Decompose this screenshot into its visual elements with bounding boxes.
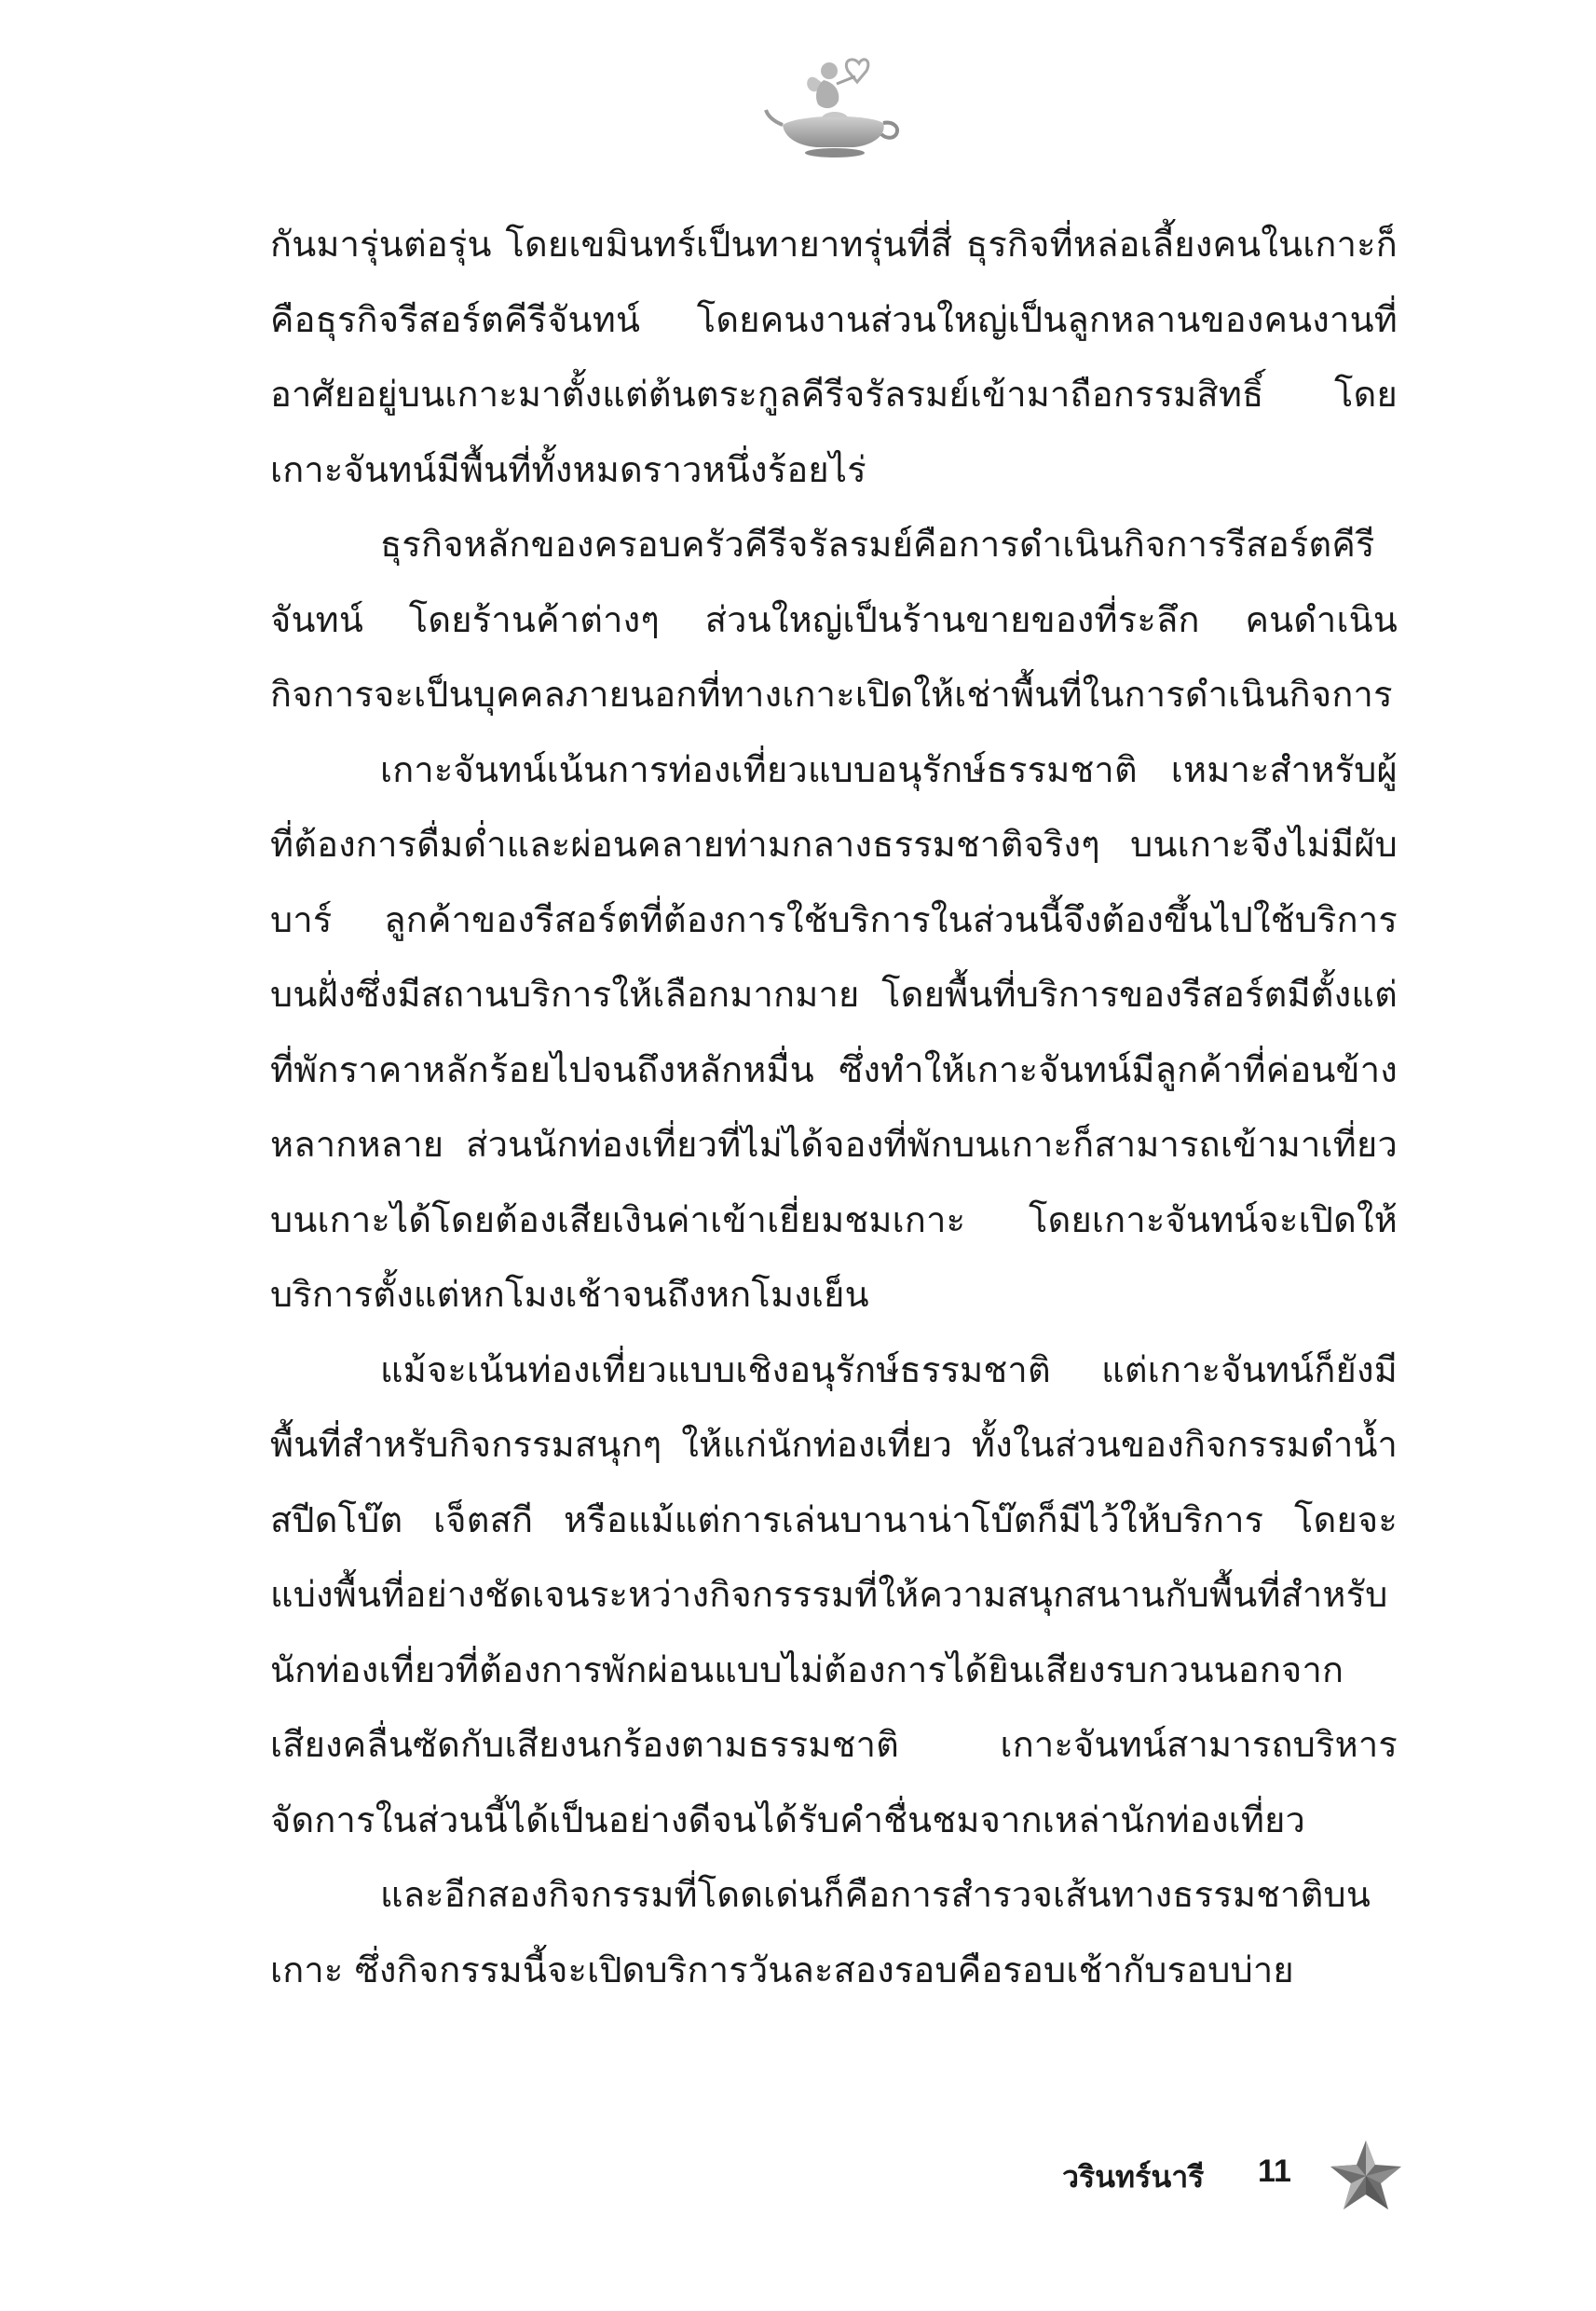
- paragraph: และอีกสองกิจกรรมที่โดดเด่นก็คือการสำรวจเส้นทางธรรมชาติบนเกาะ ซึ่งกิจกรรมนี้จะเปิดบริการวันละสองรอบคือรอบเช้ากับรอบบ่าย: [270, 1874, 1371, 1990]
- paragraph: แม้จะเน้นท่องเที่ยวแบบเชิงอนุรักษ์ธรรมชาติ แต่เกาะจันทน์ก็ยังมีพื้นที่สำหรับกิจกรรมสนุกๆ ให้แก่นักท่องเที่ยว ทั้งในส่วนของกิจกรรมดำน้ำ สปีดโบ๊ต เจ็ตสกี หรือแม้แต่การเล่นบานาน่าโบ๊ตก็มีไว้ให้บริการ โดยจะแบ่งพื้นที่อย่างชัดเจนระหว่างกิจกรรรมที่ให้ความสนุกสนานกับพื้นที่สำหรับนักท่องเที่ยวที่ต้องการพักผ่อนแบบไม่ต้องการได้ยินเสียงรบกวนนอกจากเสียงคลื่นซัดกับเสียงนกร้องตามธรรมชาติ เกาะจันทน์สามารถบริหารจัดการในส่วนนี้ได้เป็นอย่างดีจนได้รับคำชื่นชมจากเหล่านักท่องเที่ยว: [270, 1348, 1398, 1840]
- page-number: 11: [1258, 2154, 1291, 2189]
- star-icon: [1329, 2139, 1403, 2213]
- paragraph: กันมารุ่นต่อรุ่น โดยเขมินทร์เป็นทายาทรุ่นที่สี่ ธุรกิจที่หล่อเลี้ยงคนในเกาะก็คือธุรกิจรีสอร์ตคีรีจันทน์ โดยคนงานส่วนใหญ่เป็นลูกหลานของคนงานที่อาศัยอยู่บนเกาะมาตั้งแต่ต้นตระกูลคีรีจรัลรมย์เข้ามาถือกรรมสิทธิ์ โดยเกาะจันทน์มีพื้นที่ทั้งหมดราวหนึ่งร้อยไร่: [270, 224, 1398, 490]
- paragraph: เกาะจันทน์เน้นการท่องเที่ยวแบบอนุรักษ์ธรรมชาติ เหมาะสำหรับผู้ที่ต้องการดื่มด่ำและผ่อนคลายท่ามกลางธรรมชาติจริงๆ บนเกาะจึงไม่มีผับบาร์ ลูกค้าของรีสอร์ตที่ต้องการใช้บริการในส่วนนี้จึงต้องขึ้นไปใช้บริการบนฝั่งซึ่งมีสถานบริการให้เลือกมากมาย โดยพื้นที่บริการของรีสอร์ตมีตั้งแต่ที่พักราคาหลักร้อยไปจนถึงหลักหมื่น ซึ่งทำให้เกาะจันทน์มีลูกค้าที่ค่อนข้างหลากหลาย ส่วนนักท่องเที่ยวที่ไม่ได้จองที่พักบนเกาะก็สามารถเข้ามาเที่ยวบนเกาะได้โดยต้องเสียเงินค่าเข้าเยี่ยมชมเกาะ โดยเกาะจันทน์จะเปิดให้บริการตั้งแต่หกโมงเช้าจนถึงหกโมงเย็น: [270, 748, 1398, 1315]
- paragraph: ธุรกิจหลักของครอบครัวคีรีจรัลรมย์คือการดำเนินกิจการรีสอร์ตคีรีจันทน์ โดยร้านค้าต่างๆ ส่วนใหญ่เป็นร้านขายของที่ระลึก คนดำเนินกิจการจะเป็นบุคคลภายนอกที่ทางเกาะเปิดให้เช่าพื้นที่ในการดำเนินกิจการ: [270, 524, 1398, 715]
- lamp-cherub-icon: [764, 56, 904, 158]
- book-title: วรินทร์นารี: [1062, 2159, 1205, 2195]
- page-footer: [978, 2139, 1407, 2213]
- body-text: [270, 207, 1398, 2007]
